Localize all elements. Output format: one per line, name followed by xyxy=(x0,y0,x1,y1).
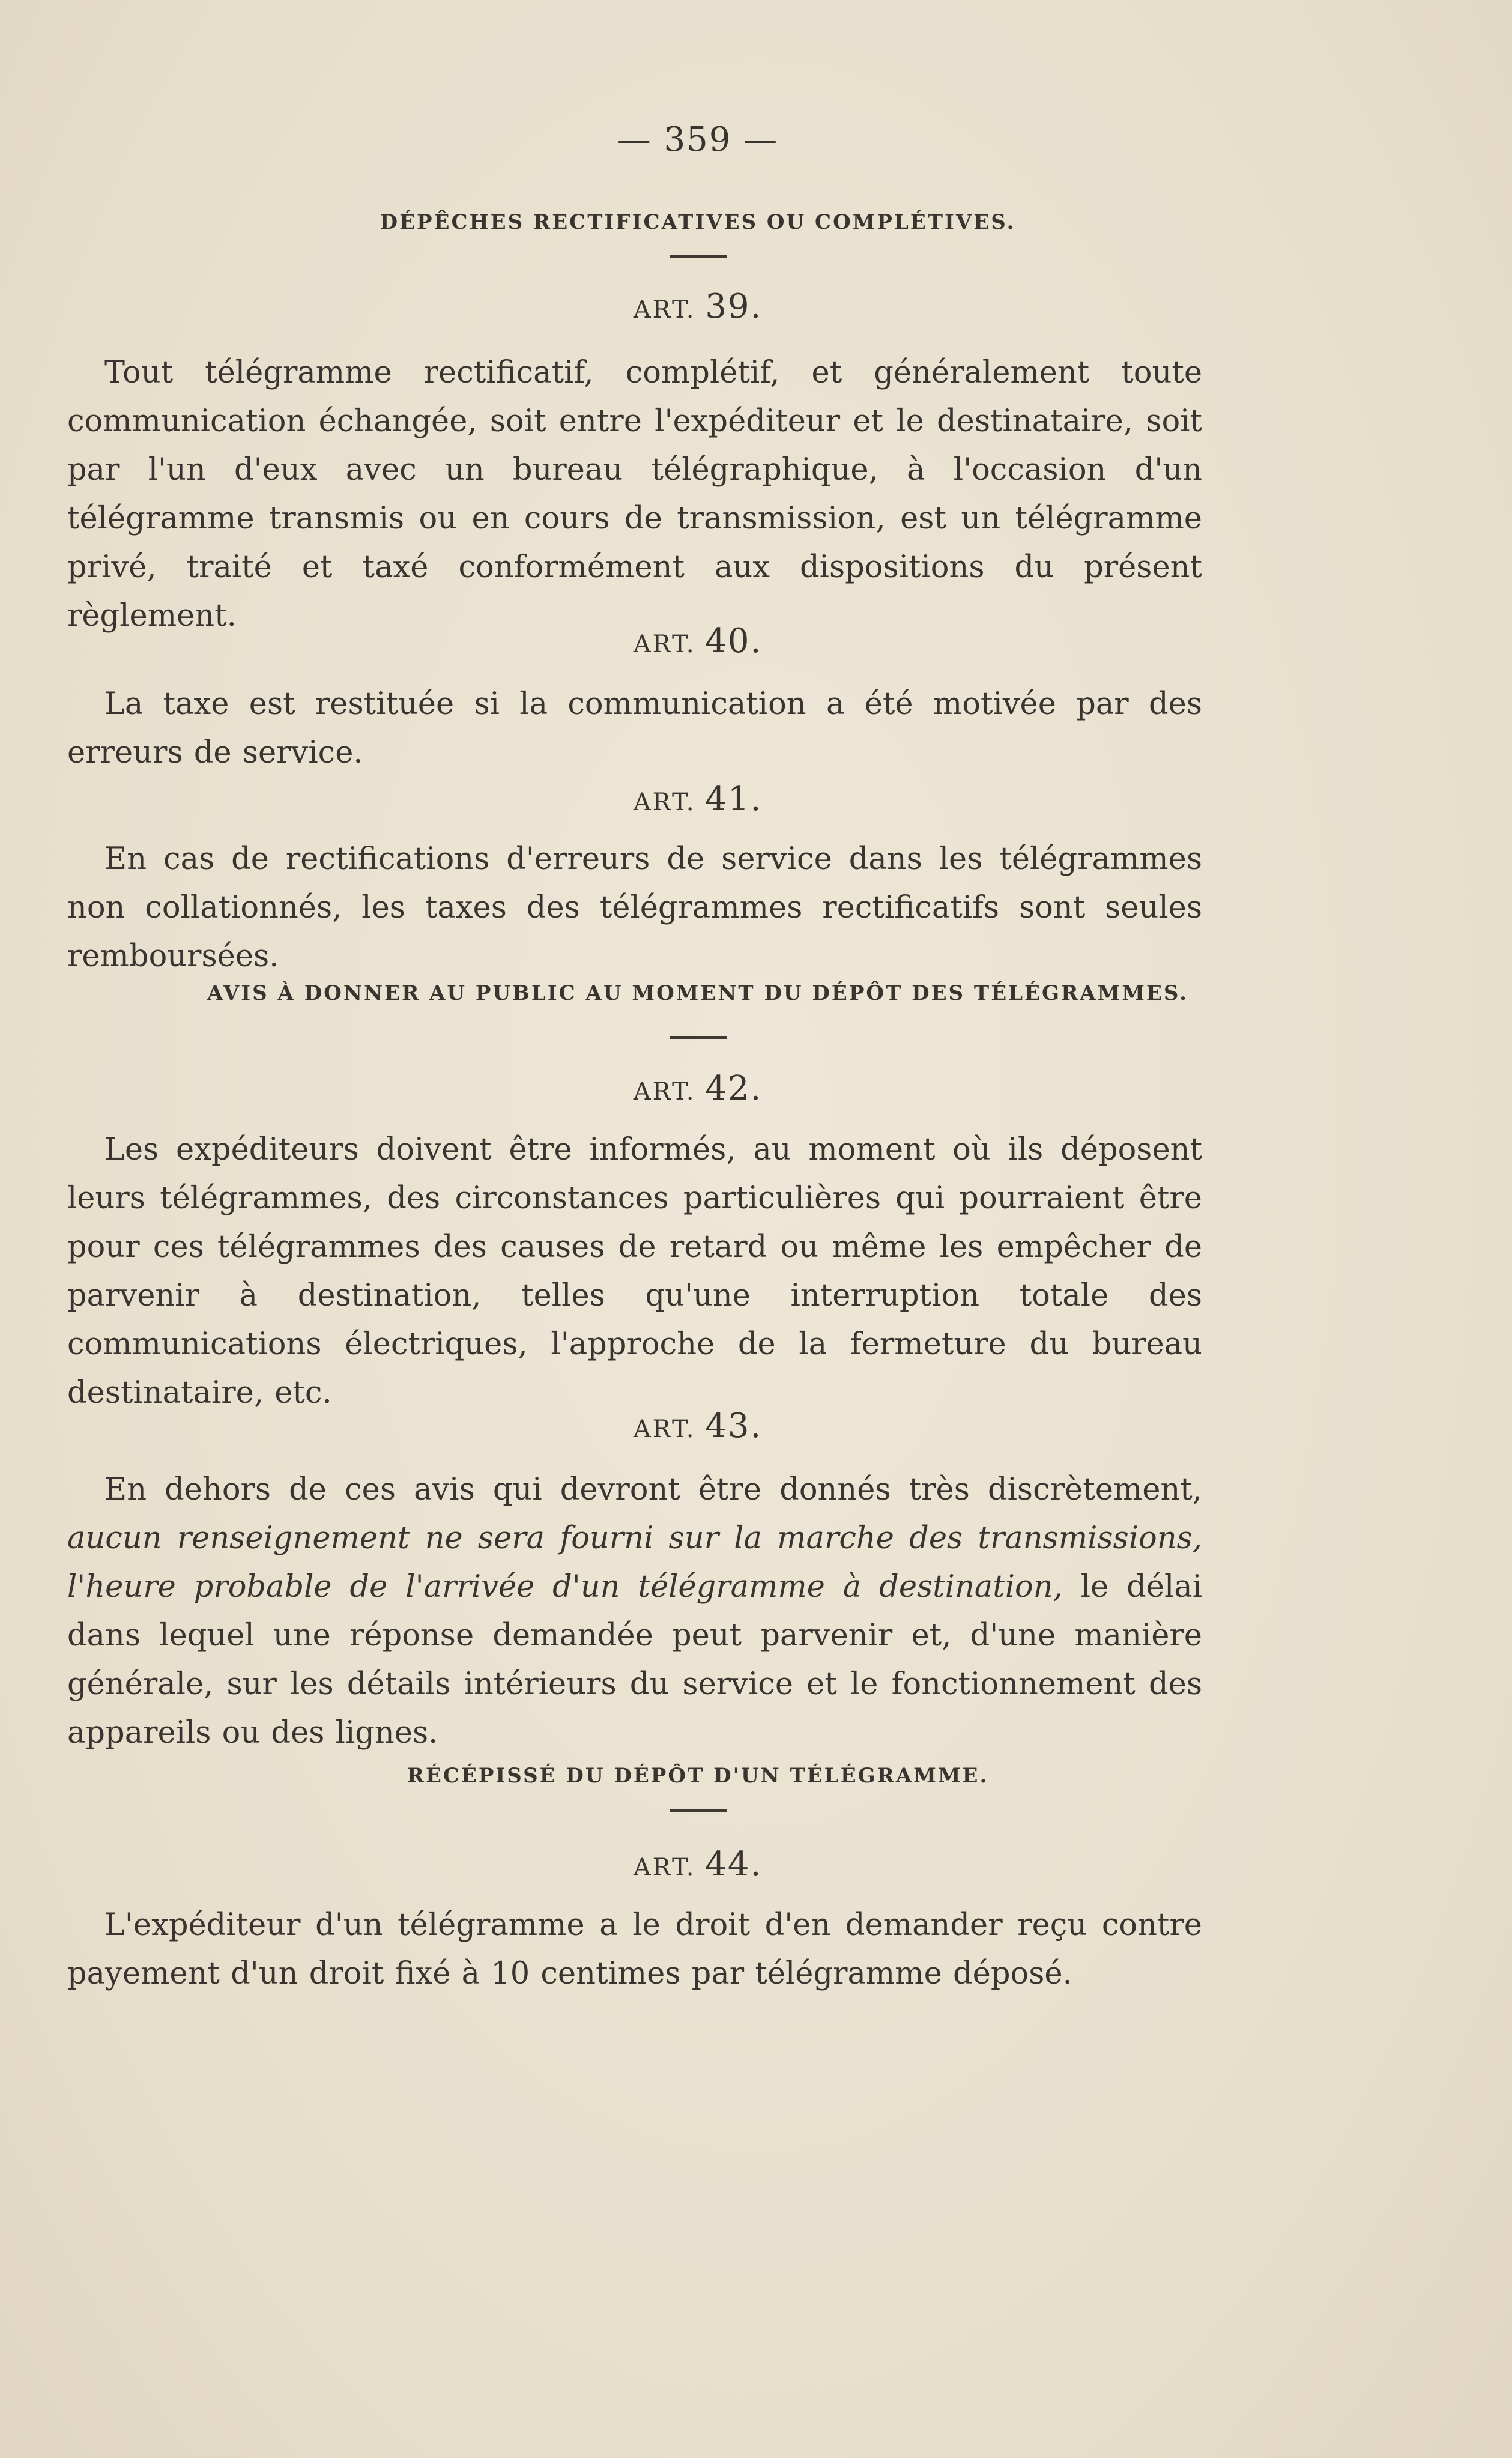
paragraph-text: En dehors de ces avis qui devront être donnés très discrètement, xyxy=(104,1472,1202,1507)
article-41-text xyxy=(67,835,1202,981)
section-heading-rectificatives: DÉPÊCHES RECTIFICATIVES OU COMPLÉTIVES. xyxy=(380,210,1016,234)
article-prefix: ART. xyxy=(633,1415,696,1443)
article-39-label xyxy=(67,287,1328,326)
section-heading-recepisse: RÉCÉPISSÉ DU DÉPÔT D'UN TÉLÉGRAMME. xyxy=(407,1764,989,1788)
paragraph-italic-text: aucun renseignement ne sera fourni sur la marche des transmissions, l'heure probable de l'arrivée d'un télégramme à destination, xyxy=(67,1521,1202,1605)
article-39-text xyxy=(67,348,1202,640)
article-43-label xyxy=(67,1406,1328,1445)
article-number: 39. xyxy=(705,287,763,326)
section-rule xyxy=(670,1036,727,1039)
article-43-text xyxy=(67,1465,1202,1757)
article-number: 42. xyxy=(705,1069,763,1108)
article-41-label xyxy=(67,779,1328,819)
paragraph-text: En cas de rectifications d'erreurs de service dans les télégrammes non collationnés, les taxes des télégrammes rectificatifs sont seules remboursées. xyxy=(67,841,1202,974)
section-rule xyxy=(670,255,727,258)
article-40-label xyxy=(67,622,1328,661)
article-prefix: ART. xyxy=(633,789,696,816)
paragraph-text: La taxe est restituée si la communication a été motivée par des erreurs de service. xyxy=(67,686,1202,770)
page-number: — 359 — xyxy=(617,120,779,159)
paragraph-text: L'expéditeur d'un télégramme a le droit d'en demander reçu contre payement d'un droit fixé à 10 centimes par télégramme déposé. xyxy=(67,1907,1202,1991)
article-prefix: ART. xyxy=(633,631,696,658)
article-number: 44. xyxy=(705,1845,763,1884)
article-number: 43. xyxy=(705,1406,763,1445)
page-content xyxy=(67,0,1202,2458)
article-prefix: ART. xyxy=(633,1078,696,1106)
paragraph-text: le délai dans lequel une réponse demandée peut parvenir et, d'une manière générale, sur les détails intérieurs du service et le fonctionnement des appareils ou des lignes. xyxy=(67,1569,1202,1751)
article-42-label xyxy=(67,1069,1328,1108)
article-prefix: ART. xyxy=(633,296,696,324)
article-number: 41. xyxy=(705,779,763,819)
paragraph-text: Les expéditeurs doivent être informés, au moment où ils déposent leurs télégrammes, des circonstances particulières qui pourraient être pour ces télégrammes des causes de retard ou même les empêcher de parvenir à destination, telles qu'une interruption totale des communications électriques, l'approche de la fermeture du bureau destinataire, etc. xyxy=(67,1132,1202,1411)
section-rule xyxy=(670,1809,727,1812)
article-number: 40. xyxy=(705,622,763,661)
paragraph-text: Tout télégramme rectificatif, complétif, et généralement toute communication échangée, soit entre l'expéditeur et le destinataire, soit par l'un d'eux avec un bureau télégraphique, à l'occasion d'un télégramme transmis ou en cours de transmission, est un télégramme privé, traité et taxé conformément aux dispositions du présent règlement. xyxy=(67,355,1202,634)
article-44-text xyxy=(67,1901,1202,1998)
article-42-text xyxy=(67,1125,1202,1417)
article-40-text xyxy=(67,680,1202,777)
section-heading-avis: AVIS À DONNER AU PUBLIC AU MOMENT DU DÉPÔT DES TÉLÉGRAMMES. xyxy=(207,981,1189,1005)
article-prefix: ART. xyxy=(633,1854,696,1881)
article-44-label xyxy=(67,1845,1328,1884)
